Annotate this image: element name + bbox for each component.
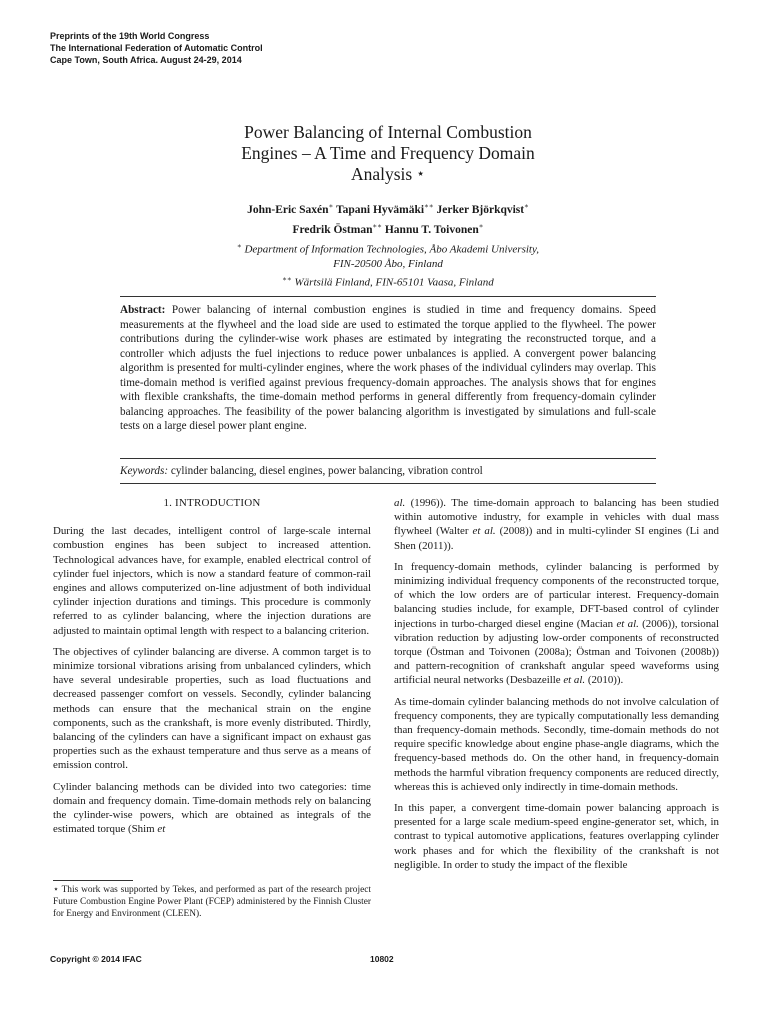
author-list (120, 198, 656, 238)
right-paragraph-1-text-b: (2006)), torsional vibration reduction by adjusting low-order components of reconstructed torque (Östman and Toivonen (2008a); Östman and Toivonen (2008b)) and pattern-recognition of crankshaft angular speed waveforms using artificial neural networks (Desbazeille (394, 617, 720, 687)
right-paragraph-0-text: (1996)). The time-domain approach to balancing has been studied within automotive industry, for example in vehicles with dual mass flywheel (Walter (394, 497, 719, 538)
author-4: Fredrik Östman (292, 223, 373, 236)
footnote-text: This work was supported by Tekes, and performed as part of the research project Future Combustion Engine Power Plant (FCEP) administered by the Finnish Cluster for Energy and Environment (CLEEN). (53, 885, 371, 920)
author-2: Tapani Hyvämäki (336, 203, 425, 216)
right-paragraph-2: As time-domain cylinder balancing methods do not involve calculation of frequency components, they are typically computationally less demanding than frequency-domain methods. Secondly, time-domain methods do not require specific knowledge about engine phase-angle diagrams, which the frequency-based methods do. On the other hand, in frequency-domain methods the harmful vibration frequency components are reduced directly, whereas this is achieved only indirectly in time-domain methods. (394, 695, 719, 793)
right-paragraph-0-etal-2: et al. (472, 525, 496, 538)
affiliation-1-mark: ∗ (236, 242, 242, 250)
section-heading: 1. INTRODUCTION (163, 497, 261, 509)
author-1: John-Eric Saxén (247, 203, 329, 216)
footnote-mark: ⋆ (53, 885, 59, 895)
title-line-1: Power Balancing of Internal Combustion (244, 122, 532, 142)
title-line-3-text: Analysis (350, 164, 413, 184)
author-5: Hannu T. Toivonen (384, 223, 479, 236)
keywords-bottom-rule (120, 483, 656, 484)
keywords-top-rule (120, 458, 656, 459)
right-paragraph-1-text-c: (2010)). (587, 674, 624, 687)
affiliation-line-2: FIN-20500 Åbo, Finland (333, 258, 443, 271)
right-paragraph-3: In this paper, a convergent time-domain power balancing approach is presented for a large scale medium-speed engine-generator set, which, in contrast to typical automotive applications, features overlapping cylinder work phases and for which the flexibility of the crankshaft is not negligible. In order to study the impact of the flexible (394, 802, 719, 871)
affiliation-1-text: Department of Information Technologies, Åbo Akademi University, (244, 243, 540, 256)
copyright: Copyright © 2014 IFAC (50, 954, 142, 964)
author-3: Jerker Björkqvist (436, 203, 525, 216)
intro-paragraph-3-etal: et (157, 823, 166, 836)
right-paragraph-1-text-a: In frequency-domain methods, cylinder balancing is performed by minimizing individual frequency components of the reconstructed torque, of which the low orders are of particular interest. Frequency-domain balancing studies include, for example, DFT-based control of cylinder injections in turbo-charged diesel engine (Macian (394, 560, 719, 630)
right-paragraph-0-text-2: (2008)) and in multi-cylinder SI engines (Li and Shen (2011)). (394, 525, 719, 552)
intro-paragraph-3 (53, 780, 371, 837)
title-line-2: Engines – A Time and Frequency Domain (241, 143, 535, 163)
page-number: 10802 (370, 954, 394, 964)
abstract (120, 303, 656, 434)
right-paragraph-1-etal-2: et al. (563, 674, 586, 687)
conference-line-1: Preprints of the 19th World Congress (50, 31, 210, 41)
keywords (120, 464, 656, 478)
author-2-mark: ∗∗ (424, 202, 434, 210)
right-paragraph-0 (394, 496, 719, 553)
affiliations (120, 239, 656, 290)
author-3-mark: ∗ (524, 202, 529, 210)
right-column (394, 496, 719, 879)
conference-header (50, 30, 263, 66)
affiliation-line-3 (120, 272, 656, 290)
author-line-2 (120, 218, 656, 238)
abstract-text: Power balancing of internal combustion engines is studied in time and frequency domains. Speed measurements at the flywheel and the load side are used to estimated the torque applied to the flywheel. The power contributions during the cylinder-wise work phases are estimated by integrating the reconstructed torque, and a controller which adjusts the fuel injections to reduce power unbalances is applied. A convergent power balancing algorithm is presented for multi-cylinder engines, where the work phases of the individual cylinders may overlap. This time-domain method is verified against previous frequency-domain approaches. The analysis shows that for engines with flexible crankshafts, the time-domain method performs in general differently from frequency-domain cylinder balancing approaches. The feasibility of the power balancing algorithm is investigated by simulations and full-scale tests on a large diesel power plant engine. (120, 304, 656, 432)
abstract-top-rule (120, 296, 656, 297)
footnote (53, 884, 371, 921)
right-paragraph-1 (394, 560, 719, 688)
affiliation-2-mark: ∗∗ (282, 274, 292, 283)
abstract-label: Abstract: (120, 304, 166, 316)
keywords-label: Keywords: (120, 465, 169, 477)
affiliation-2-text: Wärtsilä Finland, FIN-65101 Vaasa, Finland (294, 276, 494, 289)
intro-paragraph-2: The objectives of cylinder balancing are diverse. A common target is to minimize torsional vibrations arising from unbalanced cylinders, which have several undesirable properties, such as load fluctuations and decreased passenger comfort on vessels. Secondly, cylinder balancing methods can ensure that the mechanical strain on the engine components, such as the crankshaft, is more evenly distributed. Thirdly, balancing of the cylinders can have a significant impact on exhaust gas properties such as the exhaust temperature and thus serve as a means of emission control. (53, 645, 371, 772)
right-paragraph-0-etal: al. (394, 497, 406, 509)
conference-line-3: Cape Town, South Africa. August 24-29, 2014 (50, 55, 242, 65)
paper-title (120, 122, 656, 185)
title-footnote-marker: ⋆ (416, 167, 425, 182)
intro-paragraph-1: During the last decades, intelligent control of large-scale internal combustion engines has been subject to increased attention. Technological advances have, for example, enabled electrical control of cylinder fuel injectors, which is now a standard feature of common-rail engines and allows computerized on-line adjustment of both individual cylinder injection durations and timings. This procedure is commonly referred to as cylinder balancing, where the injection durations are adjusted to maintain optimal length with respect to a balancing criterion. (53, 525, 371, 637)
right-paragraph-1-etal: et al. (616, 617, 639, 630)
author-line-1 (120, 198, 656, 218)
author-5-mark: ∗ (478, 221, 484, 230)
conference-line-2: The International Federation of Automatic Control (50, 43, 263, 53)
left-column (53, 496, 371, 843)
footnote-rule (53, 880, 133, 881)
author-4-mark: ∗∗ (372, 221, 382, 230)
author-1-mark: ∗ (328, 202, 334, 210)
intro-paragraph-3-text: Cylinder balancing methods can be divided into two categories: time domain and frequency domain. Time-domain methods rely on balancing the cylinder-wise powers, which are obtained as integrals of the estimated torque (Shim (53, 780, 371, 836)
affiliation-line-1 (120, 239, 656, 257)
keywords-text: cylinder balancing, diesel engines, power balancing, vibration control (170, 465, 483, 477)
title-line-3 (120, 164, 656, 185)
